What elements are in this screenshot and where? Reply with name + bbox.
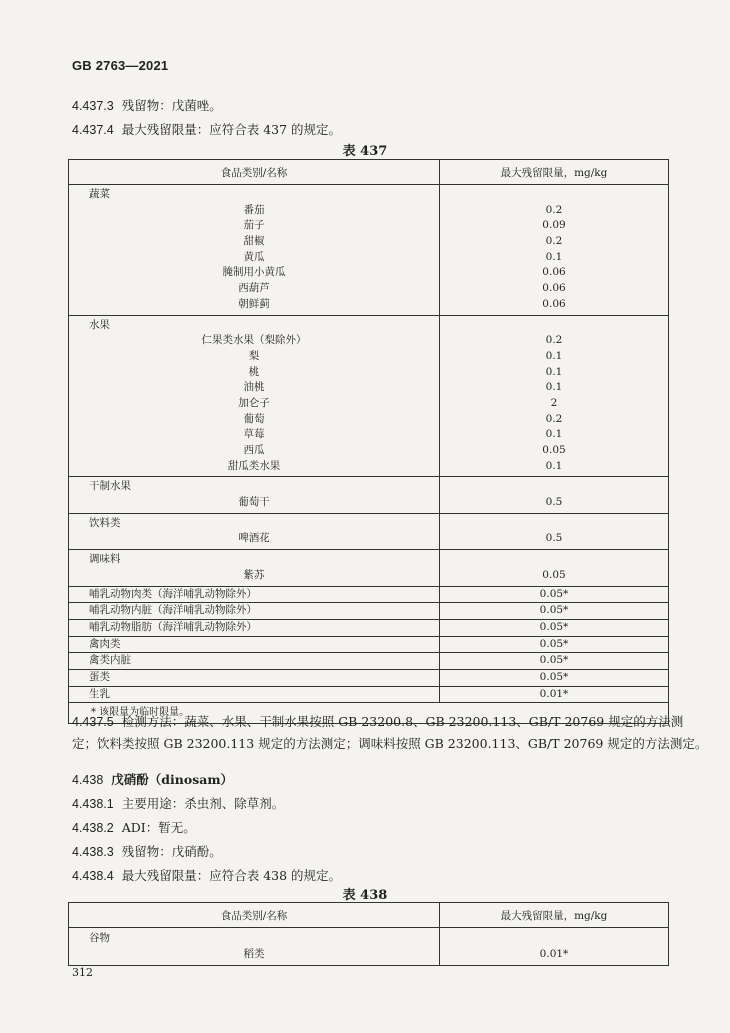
item-value: 0.1 [545, 459, 563, 472]
item-label: 啤酒花 [238, 532, 270, 545]
item-value: 2 [550, 396, 558, 409]
paragraph-4-438 [72, 771, 233, 789]
item-value: 0.5 [545, 532, 563, 545]
food-cell [69, 653, 440, 670]
category-label: 调味料 [89, 553, 121, 566]
table-row [69, 686, 669, 703]
category-label: 水果 [89, 318, 110, 331]
clause-text: 主要用途：杀虫剂、除草剂。 [121, 796, 285, 811]
item-label: 甜瓜类水果 [227, 459, 281, 472]
item-label: 禽类内脏 [89, 654, 131, 667]
food-cell [69, 315, 440, 477]
value-cell [440, 586, 669, 603]
column-header-food: 食品类别/名称 [69, 160, 440, 185]
item-value: 0.01* [539, 947, 569, 960]
category-label: 饮料类 [89, 516, 121, 529]
item-label: 草莓 [243, 428, 265, 441]
clause-number: 4.438.4 [72, 869, 114, 883]
value-cell [440, 653, 669, 670]
item-value: 0.2 [545, 235, 563, 248]
item-label: 油桃 [243, 381, 265, 394]
item-value: 0.05 [542, 568, 566, 581]
category-label: 谷物 [89, 932, 110, 944]
table-row-group [69, 550, 669, 586]
clause-number: 4.438.3 [72, 845, 114, 859]
item-value: 0.06 [542, 297, 566, 310]
item-label: 稻类 [243, 947, 265, 960]
item-label: 葡萄 [243, 412, 265, 425]
item-value: 0.06 [542, 266, 566, 279]
item-value: 0.1 [545, 365, 563, 378]
item-label: 黄瓜 [243, 250, 265, 263]
table-row-group [69, 513, 669, 549]
item-label: 哺乳动物脂肪（海洋哺乳动物除外） [89, 620, 257, 633]
item-value: 0.06 [542, 282, 566, 295]
food-cell [69, 636, 440, 653]
clause-number: 4.437.5 [72, 715, 114, 729]
column-header-food: 食品类别/名称 [69, 903, 440, 928]
item-label: 桃 [248, 365, 260, 378]
value-cell [440, 636, 669, 653]
value-cell [440, 550, 669, 586]
item-value: 0.1 [545, 428, 563, 441]
value-cell [440, 686, 669, 703]
value-cell [440, 315, 669, 477]
item-label: 茄子 [243, 219, 265, 232]
value-cell [440, 619, 669, 636]
item-label: 西瓜 [243, 444, 265, 456]
item-value: 0.05* [539, 654, 569, 667]
food-cell [69, 185, 440, 316]
item-value: 0.05 [542, 444, 566, 456]
column-header-mrl: 最大残留限量，mg/kg [440, 903, 669, 928]
footnote-text: * 该限量为临时限量。 [69, 703, 669, 724]
table-row [69, 603, 669, 620]
clause-text: 残留物：戊硝酚。 [121, 844, 222, 859]
item-value: 0.2 [545, 203, 563, 216]
item-value: 0.1 [545, 250, 563, 263]
clause-number: 4.438.2 [72, 821, 114, 835]
clause-number: 4.438.1 [72, 797, 114, 811]
table-row-group [69, 477, 669, 513]
item-value: 0.09 [542, 219, 566, 232]
item-value: 0.01* [539, 687, 569, 700]
table-438-caption: 表 438 [342, 888, 388, 903]
item-label: 哺乳动物肉类（海洋哺乳动物除外） [89, 587, 257, 600]
item-value: 0.2 [545, 412, 563, 425]
category-label: 干制水果 [89, 480, 131, 493]
item-value: 0.05* [539, 670, 569, 683]
item-value: 0.05* [539, 587, 569, 600]
table-row-group [69, 185, 669, 316]
table-row [69, 586, 669, 603]
item-label: 梨 [248, 349, 260, 362]
table-row [69, 653, 669, 670]
table-header-row [69, 160, 669, 185]
food-cell [69, 619, 440, 636]
paragraph-4-438-3 [72, 843, 222, 861]
clause-title: 戊硝酚（dinosam） [111, 772, 234, 787]
table-header-row [69, 903, 669, 928]
value-cell [440, 477, 669, 513]
item-label: 朝鲜蓟 [238, 297, 270, 310]
table-row-group [69, 315, 669, 477]
table-row [69, 636, 669, 653]
item-value: 0.05* [539, 604, 569, 617]
value-cell [440, 513, 669, 549]
clause-text: 最大残留限量：应符合表 437 的规定。 [121, 122, 342, 137]
item-label: 西葫芦 [238, 282, 270, 295]
item-label: 加仑子 [238, 396, 270, 409]
value-cell [440, 185, 669, 316]
table-437 [68, 159, 669, 724]
item-value: 0.1 [545, 381, 563, 394]
table-row [69, 619, 669, 636]
item-label: 甜椒 [243, 235, 265, 248]
table-437-caption: 表 437 [342, 144, 388, 159]
clause-text-line2: 定；饮料类按照 GB 23200.113 规定的方法测定；调味料按照 GB 23200.113、GB/T 20769 规定的方法测定。 [72, 736, 708, 751]
item-label: 生乳 [89, 687, 110, 700]
paragraph-4-438-4 [72, 867, 341, 885]
item-value: 0.2 [545, 334, 563, 347]
value-cell [440, 603, 669, 620]
item-value: 0.1 [545, 349, 563, 362]
clause-number: 4.437.3 [72, 99, 114, 113]
food-cell [69, 586, 440, 603]
paragraph-4-437-4 [72, 121, 341, 139]
clause-text: 残留物：戊菌唑。 [121, 98, 222, 113]
item-label: 禽肉类 [89, 637, 121, 650]
paragraph-4-437-5 [72, 711, 708, 755]
item-label: 哺乳动物内脏（海洋哺乳动物除外） [89, 604, 257, 617]
item-label: 腌制用小黄瓜 [222, 266, 286, 279]
item-label: 紫苏 [243, 568, 265, 581]
food-cell [69, 550, 440, 586]
value-cell [440, 928, 669, 966]
clause-text: 最大残留限量：应符合表 438 的规定。 [121, 868, 342, 883]
item-label: 蛋类 [89, 670, 110, 683]
clause-text-line1: 检测方法：蔬菜、水果、干制水果按照 GB 23200.8、GB 23200.113、GB/T 20769 规定的方法测 [121, 714, 684, 729]
clause-text: ADI：暂无。 [121, 820, 196, 835]
category-label: 蔬菜 [89, 188, 110, 200]
paragraph-4-438-1 [72, 795, 284, 813]
food-cell [69, 477, 440, 513]
item-value: 0.05* [539, 637, 569, 650]
item-value: 0.5 [545, 496, 563, 509]
paragraph-4-438-2 [72, 819, 196, 837]
value-cell [440, 669, 669, 686]
paragraph-4-437-3 [72, 97, 222, 115]
food-cell [69, 928, 440, 966]
table-row [69, 669, 669, 686]
item-label: 仁果类水果（梨除外） [201, 334, 307, 347]
table-row [69, 928, 669, 966]
clause-number: 4.438 [72, 773, 104, 787]
food-cell [69, 513, 440, 549]
item-label: 葡萄干 [238, 496, 270, 509]
column-header-mrl: 最大残留限量，mg/kg [440, 160, 669, 185]
table-438 [68, 902, 669, 966]
item-value: 0.05* [539, 620, 569, 633]
item-label: 番茄 [243, 203, 265, 216]
page-number: 312 [72, 966, 93, 979]
food-cell [69, 603, 440, 620]
document-header: GB 2763—2021 [72, 58, 169, 73]
food-cell [69, 686, 440, 703]
food-cell [69, 669, 440, 686]
clause-number: 4.437.4 [72, 123, 114, 137]
